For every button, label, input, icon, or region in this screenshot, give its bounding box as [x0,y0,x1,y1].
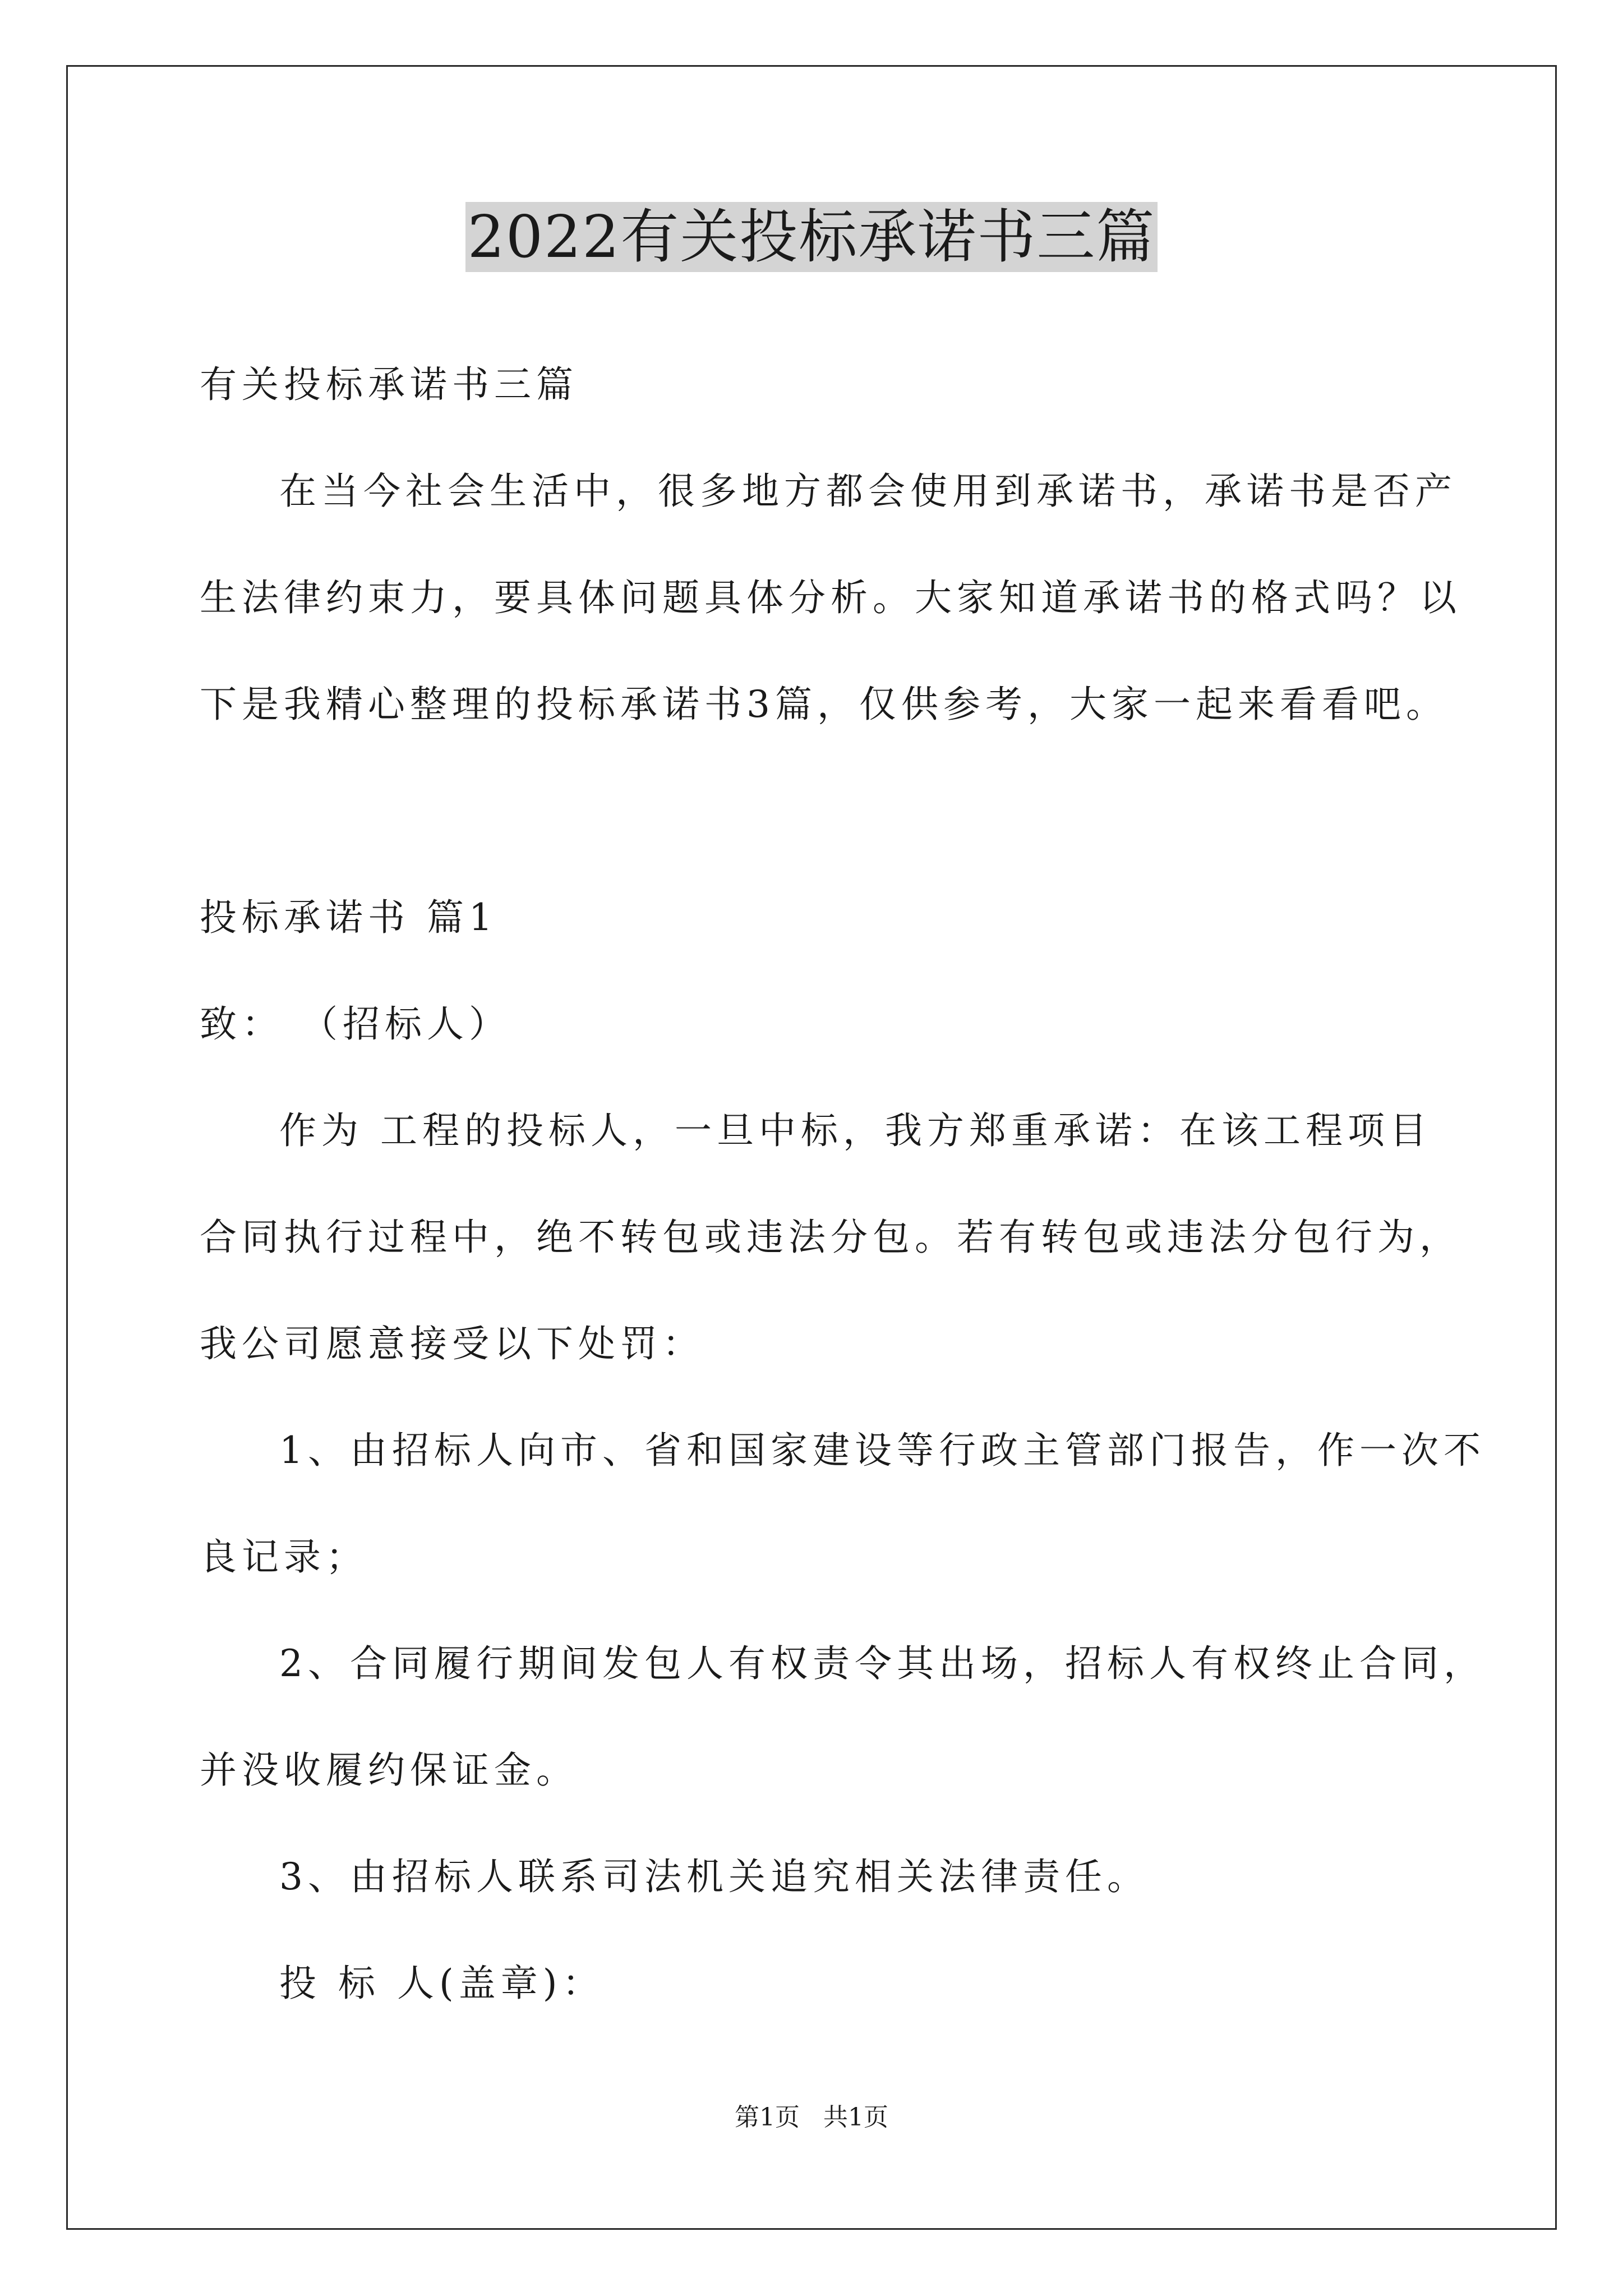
document-title: 2022有关投标承诺书三篇 [465,202,1158,272]
section-heading: 投标承诺书 篇1 [200,896,497,939]
body-line-3: 我公司愿意接受以下处罚： [200,1322,704,1365]
body-line-2: 合同执行过程中，绝不转包或违法分包。若有转包或违法分包行为， [200,1216,1461,1259]
intro-line-3: 下是我精心整理的投标承诺书3篇，仅供参考，大家一起来看看吧。 [200,683,1448,726]
body-line-1: 作为 工程的投标人，一旦中标，我方郑重承诺：在该工程项目 [279,1109,1432,1152]
addressee-line: 致： （招标人） [200,1002,511,1046]
intro-line-2: 生法律约束力，要具体问题具体分析。大家知道承诺书的格式吗？以 [200,576,1461,619]
title-container [0,202,1623,272]
penalty-item-2: 2、合同履行期间发包人有权责令其出场，招标人有权终止合同， [279,1642,1486,1685]
penalty-item-1: 1、由招标人向市、省和国家建设等行政主管部门报告，作一次不 [279,1429,1486,1472]
penalty-item-3: 3、由招标人联系司法机关追究相关法律责任。 [279,1855,1149,1898]
signature-line: 投 标 人(盖章)： [279,1962,605,2005]
intro-line-1: 在当今社会生活中，很多地方都会使用到承诺书，承诺书是否产 [279,470,1457,513]
page-footer: 第1页 共1页 [735,2103,888,2132]
penalty-item-1-cont: 良记录； [200,1535,368,1579]
penalty-item-2-cont: 并没收履约保证金。 [200,1749,578,1792]
document-subtitle: 有关投标承诺书三篇 [200,363,578,406]
